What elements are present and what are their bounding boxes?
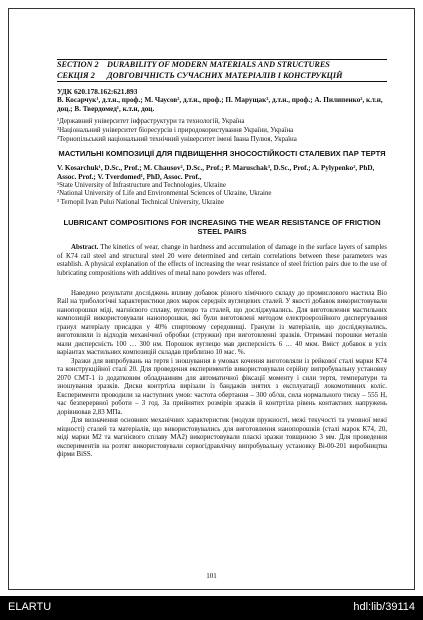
section-number-ua: СЕКЦІЯ 2 [57,70,95,80]
ua-authors: В. Косарчук¹, д.т.н., проф.; М. Чаусов², д.т.н., проф.; П. Марущак³, д.т.н., проф.; А. Пилипенко², к.т.н, доц.; В. Твердомед¹, к.т.н, доц. [57,96,383,113]
section-number-en: SECTION 2 [57,60,99,69]
abstract-text: The kinetics of wear, change in hardness and accumulation of damage in the surface layers of samples of K74 rail steel and structural steel 20 were determined and certain correlations between these parameters was establish. A physical explanation of the effects of increasing the wear resistance of steel friction pairs due to the use of lubricating compositions with additives of metal nano powders was offered. [57,244,387,278]
body-paragraph-3: Для визначення основних механічних характеристик (модуля пружності, межі текучості та умовної межі міцності) сталей та матеріалів, що використовувались для виготовлення нанопорошків (сталі марок К74, 20, міді марки М2 та магнієвого сплаву МА2) використовували пласкі зразки товщиною 3 мм. Для проведення експериментів на розтяг використовували сервогідравлічну випробувальну установку Bi-00-201 виробництва фірми BiSS. [57,417,387,459]
page-number: 101 [206,572,217,580]
abstract [57,244,387,278]
section-heading-ua [57,71,387,82]
ua-affiliations [57,118,387,144]
en-affiliation-1: ¹State University of Infrastructure and Technologies, Ukraine [57,181,226,189]
footer-repository-name: ELARTU [8,601,52,613]
udc-code: УДК 620.178.162:621.893 [57,87,138,96]
ua-title: МАСТИЛЬНІ КОМПОЗИЦІЇ ДЛЯ ПІДВИЩЕННЯ ЗНОСОСТІЙКОСТІ СТАЛЕВИХ ПАР ТЕРТЯ [58,149,386,159]
page-frame [8,8,415,590]
footer-bar [0,596,423,620]
header-bottom-rule [57,81,387,82]
body-paragraph-1: Наведено результати досліджень впливу добавок різного хімічного складу до промислового мастила Bio Rail на трибологічні характеристики двох марок середніх вуглецевих сталей. У якості добавок використовували нанопорошки міді, магнієвого сплаву, вуглецю та сталей, що досліджувались. Для виготовлення мастильних композицій використовували нанопорошки, які були виготовлені методом електроерозійного диспергування гранул матеріалу присадки у 40% спиртовому середовищі. Гранули із матеріалів, що досліджувались, виготовляли із відходів механічної обробки (стружки) при виготовленні зразків. Отримані порошки металів мали дисперсність 100 … 300 нм. Порошок вуглецю мав дисперсність 6 … 40 мкм. Вміст добавок в усіх варіантах мастильних композицій складав приблизно 10 мас. %. [57,289,387,357]
section-title-en: DURABILITY OF MODERN MATERIALS AND STRUCTURES [107,60,330,69]
section-title-ua: ДОВГОВІЧНІСТЬ СУЧАСНИХ МАТЕРІАЛІВ І КОНСТРУКЦІЙ [107,70,343,80]
footer-handle: hdl:lib/39114 [353,601,415,613]
en-affiliations [57,182,387,208]
body-text [57,290,387,460]
ua-affiliation-3: ³Тернопільський національний технічний університет імені Івана Пулюя, Україна [57,135,297,143]
section-heading-en [57,60,387,71]
en-title: LUBRICANT COMPOSITIONS FOR INCREASING THE WEAR RESISTANCE OF FRICTION STEEL PAIRS [63,217,381,236]
abstract-lead: Abstract. [71,244,99,252]
ua-affiliation-1: ¹Державний університет інфраструктури та технологій, Україна [57,118,245,126]
page-content [57,59,387,460]
body-paragraph-2: Зразки для випробувань на тертя і зношування в умовах кочення виготовляли із рейкової сталі марки К74 та конструкційної сталі 20. Для проведення експериментів використовували серійну випробувальну установку 2070 СМТ-1 із додатковим обладнанням для автоматичної фіксації моменту і сили тертя, температури та зношування зразків. Диски контртіла вирізали із бандажів знятих з експлуатації локомотивних коліс. Експерименти проводили за наступних умов: частота обертання – 300 об/хв, сила нормального тиску – 555 Н, час безперервної роботи – 3 год. За прийнятих розмірів зразків й контртіла рівень контактних напружень дорівнював 2,83 МПа. [57,357,387,416]
en-affiliation-3: ³ Ternopil Ivan Pului National Technical University, Ukraine [57,199,224,207]
ua-affiliation-2: ²Національний університет біоресурсів і природокористування України, Україна [57,127,294,134]
en-affiliation-2: ²National University of Life and Environmental Sciences of Ukraine, Ukraine [57,190,272,198]
en-authors: V. Kosarchuk¹, D.Sc., Prof.; M. Chausov², D.Sc., Prof.; P. Maruschak³, D.Sc., Prof.; A. Pylypenko², PhD, Assoc. Prof.; V. Tverdomed¹, PhD, Assoc. Prof., [57,164,375,182]
